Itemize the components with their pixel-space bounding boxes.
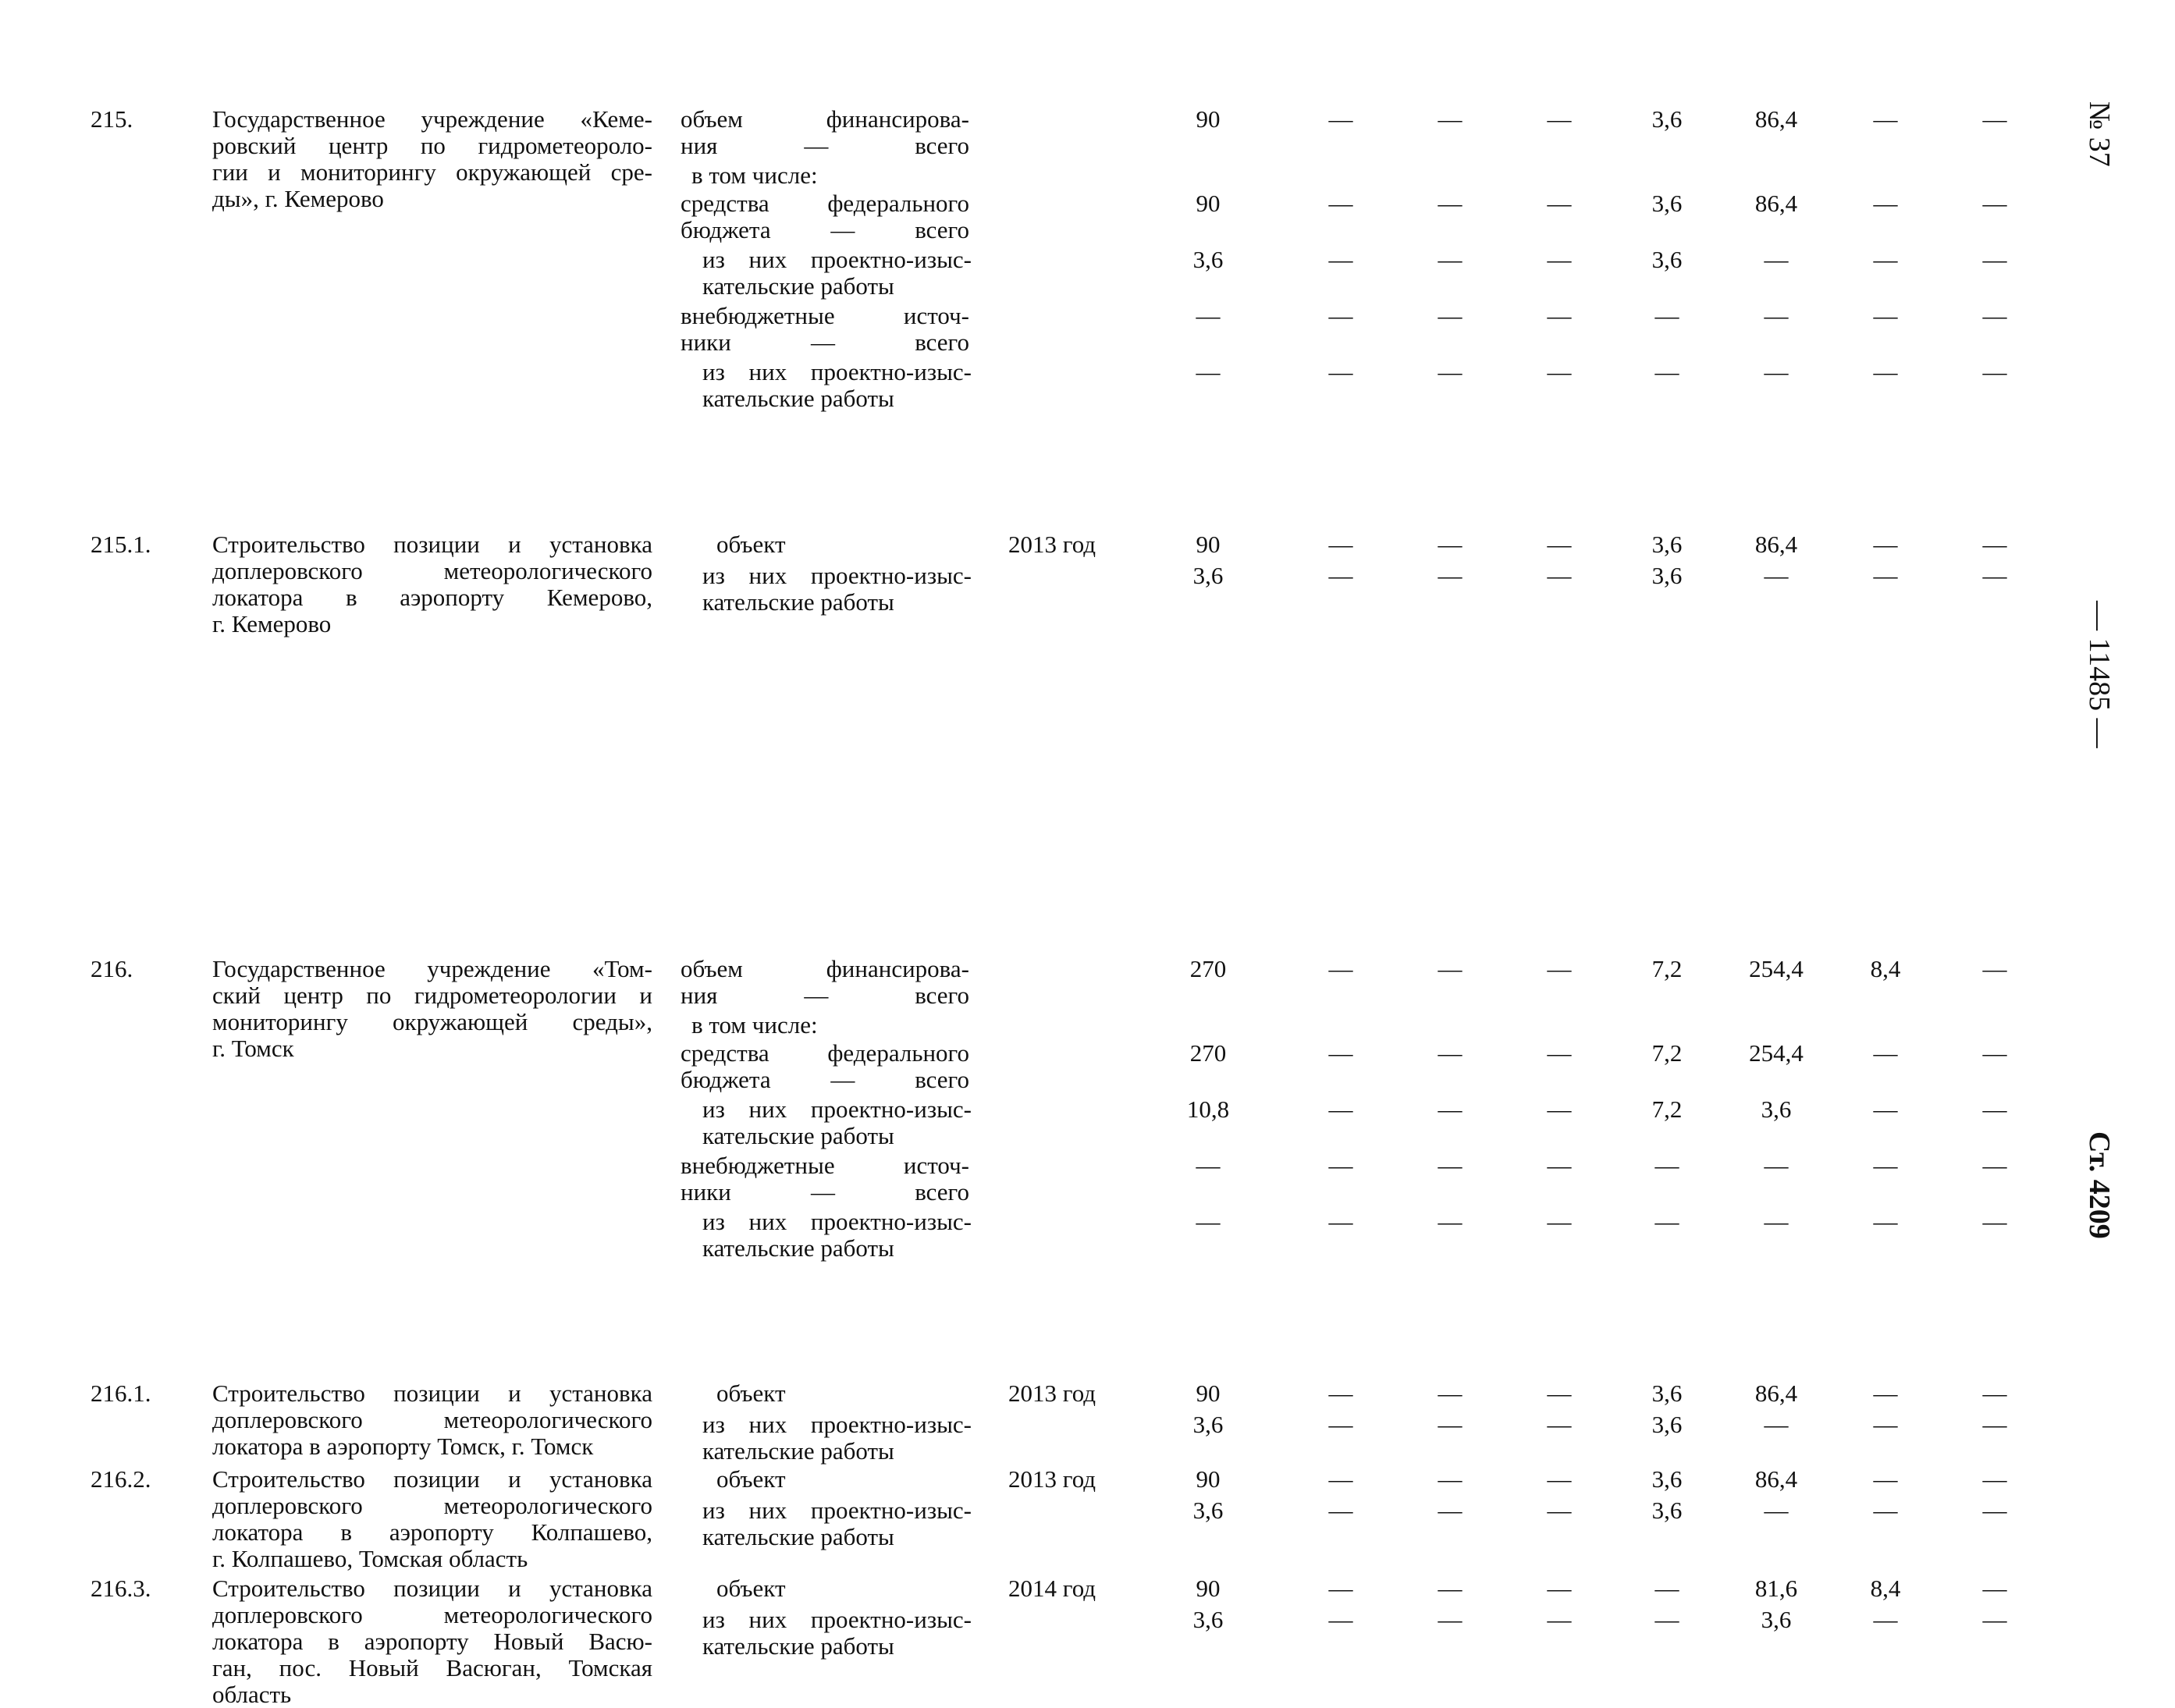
value-cell: — — [1547, 1575, 1572, 1602]
value-cell: — — [1328, 1208, 1353, 1235]
value-cell: — — [1328, 358, 1353, 385]
funding-line — [0, 1012, 2175, 1039]
value-cell: — — [1764, 1497, 1789, 1524]
value-cell: — — [1873, 190, 1898, 217]
funding-line — [0, 162, 2175, 189]
value-cell: — — [1873, 1465, 1898, 1493]
org-line: г. Колпашево, Томская область — [212, 1545, 528, 1572]
value-cell: 3,6 — [1192, 1497, 1224, 1524]
value-cell: — — [1438, 1152, 1462, 1179]
value-cell: — — [1764, 562, 1789, 589]
label-line: кательские работы — [702, 1122, 894, 1149]
value-cell: — — [1982, 1380, 2007, 1407]
value-cell: — — [1764, 302, 1789, 329]
org-line: Строительство позиции и установка — [212, 1575, 652, 1602]
value-cell: — — [1764, 1208, 1789, 1235]
value-cell: — — [1438, 531, 1462, 558]
value-cell: — — [1438, 1411, 1462, 1438]
value-cell: — — [1982, 358, 2007, 385]
value-cell: — — [1438, 358, 1462, 385]
row-number: 216. — [91, 955, 133, 982]
org-line: мониторингу окружающей среды», — [212, 1008, 652, 1035]
value-cell: 86,4 — [1754, 105, 1798, 133]
org-line: гии и мониторингу окружающей сре- — [212, 158, 652, 186]
value-cell: 86,4 — [1754, 1465, 1798, 1493]
value-cell: — — [1654, 1152, 1679, 1179]
value-cell: 3,6 — [1651, 562, 1683, 589]
funding-line — [0, 1208, 2175, 1262]
label-line: объем финансирова- — [681, 955, 969, 982]
value-cell: — — [1328, 1575, 1353, 1602]
value-cell: — — [1438, 105, 1462, 133]
label-line: из них проектно-изыс- — [702, 1095, 972, 1123]
funding-label — [702, 1607, 972, 1660]
label-line: кательские работы — [702, 588, 894, 616]
value-cell: — — [1982, 1152, 2007, 1179]
value-cell: — — [1196, 358, 1221, 385]
value-cell: — — [1654, 1575, 1679, 1602]
value-cell: — — [1328, 531, 1353, 558]
row-number: 216.1. — [91, 1380, 151, 1407]
value-cell: — — [1982, 562, 2007, 589]
value-cell: — — [1982, 105, 2007, 133]
value-cell: — — [1547, 1380, 1572, 1407]
label-line: средства федерального — [681, 190, 969, 217]
value-cell: — — [1196, 302, 1221, 329]
value-cell: — — [1873, 1095, 1898, 1123]
value-cell: — — [1328, 105, 1353, 133]
value-cell: — — [1438, 1380, 1462, 1407]
value-cell: 86,4 — [1754, 190, 1798, 217]
org-line: локатора в аэропорту Новый Васю- — [212, 1628, 652, 1655]
value-cell: — — [1438, 562, 1462, 589]
funding-label — [702, 359, 972, 412]
value-cell: — — [1873, 1411, 1898, 1438]
funding-line — [0, 531, 2175, 558]
page-margin — [2083, 0, 2116, 1239]
funding-line — [0, 1575, 2175, 1602]
org-line: доплеровского метеорологического — [212, 1406, 652, 1433]
label-line: внебюджетные источ- — [681, 302, 969, 329]
value-cell: — — [1438, 1039, 1462, 1067]
column-number: Ст. 4209 — [2083, 1131, 2116, 1239]
value-cell: — — [1547, 190, 1572, 217]
value-cell: — — [1873, 1208, 1898, 1235]
row-number: 216.3. — [91, 1575, 151, 1602]
label-line: кательские работы — [702, 1234, 894, 1262]
value-cell: — — [1873, 105, 1898, 133]
value-cell: — — [1764, 246, 1789, 273]
value-cell: — — [1982, 302, 2007, 329]
funding-line — [0, 358, 2175, 412]
funding-label — [681, 1152, 969, 1206]
value-cell: 81,6 — [1754, 1575, 1798, 1602]
value-cell: 254,4 — [1749, 1039, 1804, 1067]
label-line: бюджета — всего — [681, 216, 969, 243]
value-cell: — — [1547, 1152, 1572, 1179]
org-line: г. Томск — [212, 1035, 294, 1062]
funding-label: объект — [716, 531, 786, 558]
value-cell: — — [1982, 190, 2007, 217]
value-cell: 3,6 — [1192, 246, 1224, 273]
value-cell: — — [1328, 562, 1353, 589]
value-cell: 90 — [1196, 531, 1221, 558]
value-cell: — — [1438, 1208, 1462, 1235]
value-cell: — — [1982, 1411, 2007, 1438]
org-line: Строительство позиции и установка — [212, 531, 652, 558]
value-cell: — — [1438, 1606, 1462, 1633]
value-cell: — — [1547, 1095, 1572, 1123]
value-cell: 3,6 — [1192, 1411, 1224, 1438]
funding-label — [702, 1209, 972, 1262]
org-line: доплеровского метеорологического — [212, 557, 652, 584]
value-cell: 3,6 — [1651, 531, 1683, 558]
value-cell: — — [1654, 1208, 1679, 1235]
value-cell: — — [1654, 1606, 1679, 1633]
value-cell: — — [1873, 358, 1898, 385]
funding-label: в том числе: — [691, 1011, 818, 1039]
org-line: Строительство позиции и установка — [212, 1465, 652, 1493]
value-cell: — — [1547, 531, 1572, 558]
value-cell: — — [1547, 302, 1572, 329]
funding-line — [0, 190, 2175, 243]
value-cell: — — [1982, 246, 2007, 273]
label-line: средства федерального — [681, 1039, 969, 1067]
org-line: ровский центр по гидрометеороло- — [212, 132, 652, 159]
value-cell: — — [1547, 105, 1572, 133]
value-cell: — — [1547, 358, 1572, 385]
funding-label: объект — [716, 1465, 786, 1493]
value-cell: 90 — [1196, 105, 1221, 133]
funding-line — [0, 246, 2175, 300]
funding-line — [0, 1095, 2175, 1149]
label-line: ния — всего — [681, 132, 969, 159]
year-cell: 2014 год — [1008, 1575, 1096, 1602]
value-cell: — — [1547, 955, 1572, 982]
value-cell: — — [1982, 531, 2007, 558]
row-number: 215.1. — [91, 531, 151, 558]
org-line: г. Кемерово — [212, 610, 332, 637]
value-cell: 3,6 — [1651, 1411, 1683, 1438]
year-cell: 2013 год — [1008, 1465, 1096, 1493]
label-line: объем финансирова- — [681, 105, 969, 133]
value-cell: — — [1547, 1497, 1572, 1524]
value-cell: — — [1764, 1152, 1789, 1179]
label-line: из них проектно-изыс- — [702, 1411, 972, 1438]
funding-label — [681, 106, 969, 159]
org-line: область — [212, 1681, 292, 1708]
value-cell: — — [1873, 531, 1898, 558]
year-cell: 2013 год — [1008, 531, 1096, 558]
label-line: бюджета — всего — [681, 1066, 969, 1093]
value-cell: — — [1438, 1465, 1462, 1493]
value-cell: 90 — [1196, 190, 1221, 217]
value-cell: 3,6 — [1651, 246, 1683, 273]
value-cell: — — [1328, 1497, 1353, 1524]
org-line: локатора в аэропорту Колпашево, — [212, 1518, 652, 1546]
funding-label — [681, 1040, 969, 1093]
org-line: Государственное учреждение «Кеме- — [212, 105, 652, 133]
value-cell: — — [1982, 955, 2007, 982]
label-line: ния — всего — [681, 982, 969, 1009]
funding-label: в том числе: — [691, 162, 818, 189]
funding-label — [702, 1497, 972, 1550]
value-cell: 3,6 — [1651, 1497, 1683, 1524]
value-cell: 3,6 — [1192, 1606, 1224, 1633]
value-cell: 3,6 — [1651, 105, 1683, 133]
value-cell: 10,8 — [1186, 1095, 1230, 1123]
label-line: ники — всего — [681, 1178, 969, 1206]
label-line: внебюджетные источ- — [681, 1152, 969, 1179]
label-line: кательские работы — [702, 1632, 894, 1660]
value-cell: — — [1328, 955, 1353, 982]
value-cell: — — [1547, 246, 1572, 273]
value-cell: 3,6 — [1192, 562, 1224, 589]
value-cell: 90 — [1196, 1380, 1221, 1407]
value-cell: — — [1654, 358, 1679, 385]
value-cell: 270 — [1189, 1039, 1227, 1067]
funding-label: объект — [716, 1380, 786, 1407]
label-line: кательские работы — [702, 1437, 894, 1465]
value-cell: — — [1438, 955, 1462, 982]
label-line: кательские работы — [702, 272, 894, 300]
org-line: локатора в аэропорту Томск, г. Томск — [212, 1433, 594, 1460]
value-cell: 8,4 — [1870, 1575, 1901, 1602]
value-cell: — — [1438, 246, 1462, 273]
value-cell: — — [1873, 1497, 1898, 1524]
value-cell: 270 — [1189, 955, 1227, 982]
issue-number: № 37 — [2083, 101, 2116, 167]
value-cell: — — [1547, 1039, 1572, 1067]
org-line: Государственное учреждение «Том- — [212, 955, 652, 982]
value-cell: 8,4 — [1870, 955, 1901, 982]
label-line: кательские работы — [702, 385, 894, 412]
value-cell: 86,4 — [1754, 1380, 1798, 1407]
value-cell: — — [1764, 358, 1789, 385]
funding-line — [0, 1039, 2175, 1093]
org-line: ды», г. Кемерово — [212, 185, 384, 212]
value-cell: — — [1547, 1465, 1572, 1493]
org-line: локатора в аэропорту Кемерово, — [212, 584, 652, 611]
value-cell: — — [1873, 302, 1898, 329]
value-cell: — — [1196, 1152, 1221, 1179]
label-line: из них проектно-изыс- — [702, 358, 972, 385]
value-cell: — — [1328, 1095, 1353, 1123]
value-cell: — — [1547, 1606, 1572, 1633]
value-cell: — — [1328, 190, 1353, 217]
value-cell: — — [1438, 190, 1462, 217]
value-cell: — — [1438, 1095, 1462, 1123]
org-line: ган, пос. Новый Васюган, Томская — [212, 1654, 652, 1681]
value-cell: — — [1873, 1380, 1898, 1407]
value-cell: — — [1328, 1411, 1353, 1438]
value-cell: 90 — [1196, 1465, 1221, 1493]
label-line: кательские работы — [702, 1523, 894, 1550]
value-cell: — — [1328, 302, 1353, 329]
funding-line — [0, 1466, 2175, 1493]
label-line: из них проектно-изыс- — [702, 1208, 972, 1235]
value-cell: — — [1982, 1606, 2007, 1633]
funding-label — [681, 956, 969, 1009]
funding-label — [681, 303, 969, 356]
value-cell: — — [1873, 1039, 1898, 1067]
value-cell: — — [1764, 1411, 1789, 1438]
org-line: доплеровского метеорологического — [212, 1492, 652, 1519]
funding-label — [702, 1096, 972, 1149]
label-line: из них проектно-изыс- — [702, 562, 972, 589]
value-cell: — — [1438, 1575, 1462, 1602]
value-cell: — — [1982, 1039, 2007, 1067]
value-cell: 3,6 — [1651, 1380, 1683, 1407]
year-cell: 2013 год — [1008, 1380, 1096, 1407]
value-cell: — — [1547, 1208, 1572, 1235]
value-cell: 7,2 — [1651, 1039, 1683, 1067]
value-cell: — — [1873, 562, 1898, 589]
value-cell: — — [1196, 1208, 1221, 1235]
label-line: ники — всего — [681, 328, 969, 356]
value-cell: — — [1873, 246, 1898, 273]
value-cell: — — [1328, 1380, 1353, 1407]
value-cell: 7,2 — [1651, 955, 1683, 982]
funding-line — [0, 302, 2175, 356]
label-line: из них проектно-изыс- — [702, 246, 972, 273]
value-cell: — — [1328, 246, 1353, 273]
value-cell: — — [1438, 1497, 1462, 1524]
value-cell: 86,4 — [1754, 531, 1798, 558]
funding-label — [681, 190, 969, 243]
value-cell: 90 — [1196, 1575, 1221, 1602]
funding-label — [702, 563, 972, 616]
org-line: доплеровского метеорологического — [212, 1601, 652, 1628]
org-line: ский центр по гидрометеорологии и — [212, 982, 652, 1009]
value-cell: 3,6 — [1651, 1465, 1683, 1493]
value-cell: — — [1547, 1411, 1572, 1438]
funding-label — [702, 247, 972, 300]
funding-label — [702, 1411, 972, 1465]
label-line: из них проектно-изыс- — [702, 1606, 972, 1633]
value-cell: — — [1982, 1208, 2007, 1235]
value-cell: — — [1328, 1152, 1353, 1179]
value-cell: — — [1873, 1606, 1898, 1633]
value-cell: 7,2 — [1651, 1095, 1683, 1123]
value-cell: — — [1438, 302, 1462, 329]
value-cell: — — [1982, 1497, 2007, 1524]
value-cell: — — [1982, 1575, 2007, 1602]
value-cell: — — [1328, 1606, 1353, 1633]
value-cell: — — [1654, 302, 1679, 329]
row-number: 216.2. — [91, 1465, 151, 1493]
value-cell: 3,6 — [1651, 190, 1683, 217]
label-line: из них проектно-изыс- — [702, 1497, 972, 1524]
row-number: 215. — [91, 105, 133, 133]
funding-label: объект — [716, 1575, 786, 1602]
value-cell: — — [1328, 1465, 1353, 1493]
value-cell: 3,6 — [1761, 1095, 1792, 1123]
org-line: Строительство позиции и установка — [212, 1380, 652, 1407]
value-cell: — — [1328, 1039, 1353, 1067]
value-cell: 3,6 — [1761, 1606, 1792, 1633]
value-cell: — — [1547, 562, 1572, 589]
value-cell: — — [1982, 1465, 2007, 1493]
funding-line — [0, 1380, 2175, 1407]
page-number: — 11485 — — [2083, 601, 2116, 748]
value-cell: — — [1873, 1152, 1898, 1179]
value-cell: 254,4 — [1749, 955, 1804, 982]
value-cell: — — [1982, 1095, 2007, 1123]
